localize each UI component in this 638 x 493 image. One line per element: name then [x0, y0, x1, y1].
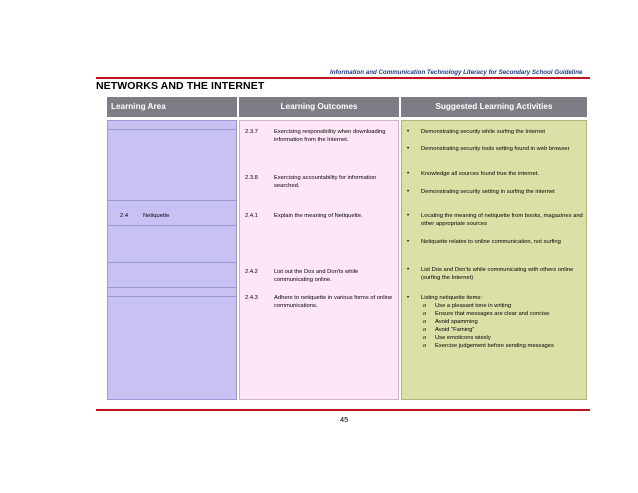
row-divider [108, 129, 236, 130]
activities-column [401, 120, 587, 400]
guideline-title: Information and Communication Technology Literacy for Secondary School Guideline [330, 69, 583, 76]
activity-text: Demonstrating security tools setting found in web browser [421, 146, 570, 152]
activity-text: Knowledge all sources found true the internet. [421, 171, 539, 177]
row-divider [108, 296, 236, 297]
activity-text: Demonstrating security setting in surfing the internet [421, 189, 555, 195]
header-suggested-activities: Suggested Learning Activities [401, 97, 587, 117]
outcome-code: 2.4.2 [245, 269, 258, 275]
page-number: 45 [340, 415, 349, 424]
sub-bullet-icon: o [423, 327, 427, 333]
outcome-code: 2.3.7 [245, 129, 258, 135]
activity-text: Listing netiquette items: [421, 295, 482, 301]
outcome-text: Exercising accountability for information searched. [274, 175, 377, 189]
section-title: NETWORKS AND THE INTERNET [96, 80, 265, 92]
bullet-icon: • [407, 171, 410, 177]
header-learning-area: Learning Area [107, 97, 237, 117]
netiquette-item: Exercise judgement before sending messages [435, 343, 554, 349]
netiquette-item: Avoid spamming [435, 319, 478, 325]
top-rule [96, 77, 590, 79]
netiquette-item: Use a pleasant tone in writing [435, 303, 512, 309]
outcome-code: 2.4.3 [245, 295, 258, 301]
learning-area-label: Netiquette [143, 213, 170, 219]
bottom-rule [96, 409, 590, 411]
outcome-text: Adhere to netiquette in various forms of online communications. [274, 295, 393, 309]
bullet-icon: • [407, 189, 410, 195]
learning-area-number: 2.4 [120, 213, 129, 219]
row-divider [108, 287, 236, 288]
learning-area-column [107, 120, 237, 400]
learning-outcomes-column [239, 120, 399, 400]
activity-text: List Dos and Don'ts while communicating with others online (surfing the Internet) [421, 267, 574, 281]
sub-bullet-icon: o [423, 343, 427, 349]
row-divider [108, 225, 236, 226]
netiquette-item: Avoid "Faming" [435, 327, 475, 333]
activity-text: Locating the meaning of netiquette from books, magazines and other appropriate sources [421, 213, 583, 227]
row-divider [108, 262, 236, 263]
activity-text: Demonstrating security while surfing the Internet [421, 129, 546, 135]
outcome-text: Exercising responsibility when downloading information from the Internet. [274, 129, 386, 143]
sub-bullet-icon: o [423, 311, 427, 317]
netiquette-item: Use emoticons wisely [435, 335, 491, 341]
row-divider [108, 200, 236, 201]
bullet-icon: • [407, 213, 410, 219]
outcome-code: 2.4.1 [245, 213, 258, 219]
sub-bullet-icon: o [423, 303, 427, 309]
bullet-icon: • [407, 295, 410, 301]
bullet-icon: • [407, 129, 410, 135]
activity-text: Netiquette relates to online communication, not surfing [421, 239, 561, 245]
outcome-code: 2.3.8 [245, 175, 258, 181]
sub-bullet-icon: o [423, 335, 427, 341]
header-learning-outcomes: Learning Outcomes [239, 97, 399, 117]
bullet-icon: • [407, 239, 410, 245]
netiquette-item: Ensure that messages are clear and concise [435, 311, 550, 317]
sub-bullet-icon: o [423, 319, 427, 325]
bullet-icon: • [407, 146, 410, 152]
outcome-text: Explain the meaning of Netiquette. [274, 213, 363, 219]
outcome-text: List out the Dos and Don'ts while communicating online. [274, 269, 359, 283]
bullet-icon: • [407, 267, 410, 273]
